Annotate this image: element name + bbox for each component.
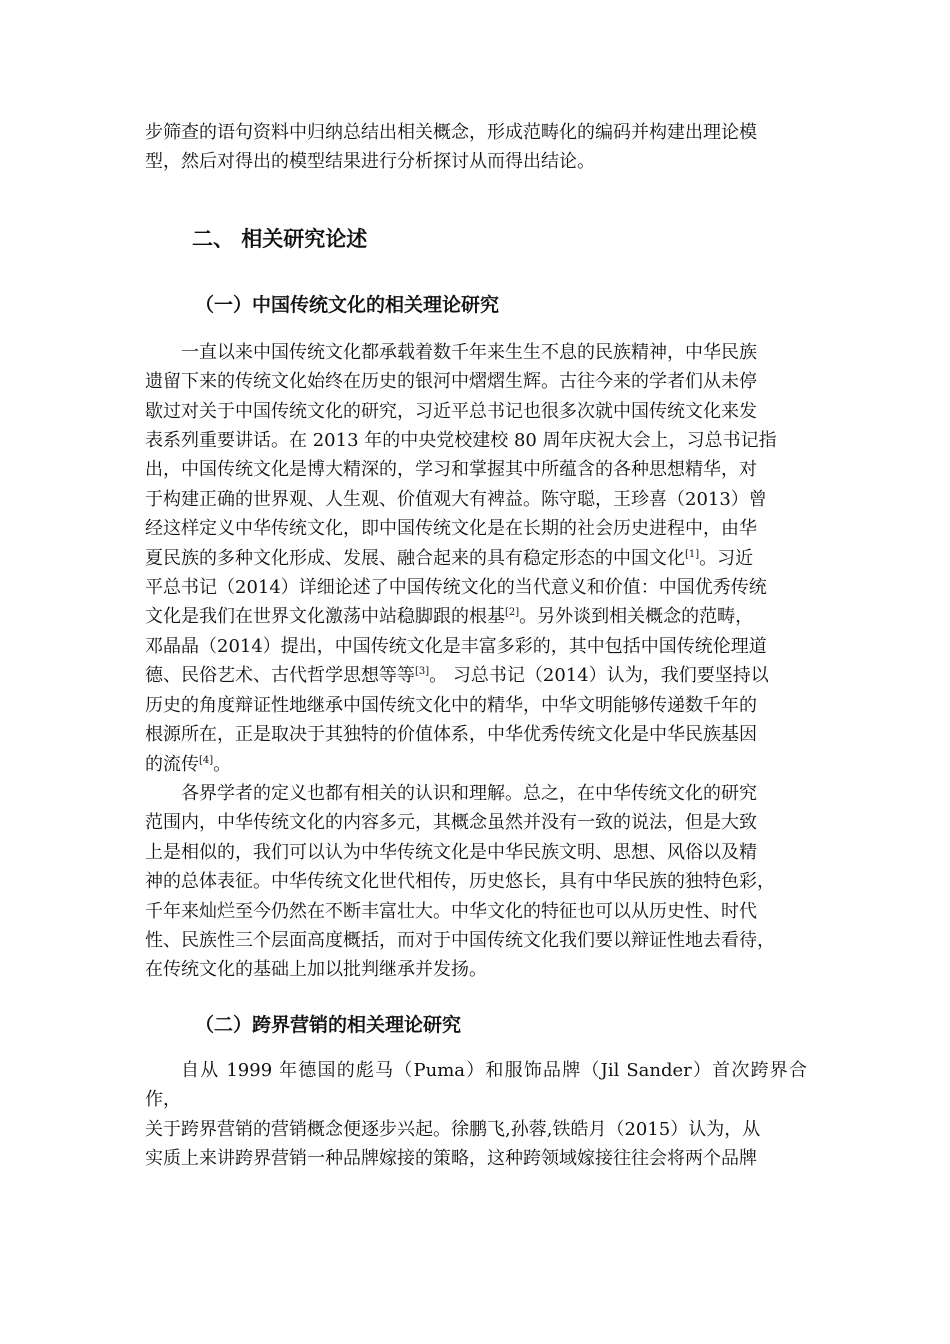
document-page: [145, 118, 807, 1173]
text-run: 一直以来中国传统文化都承载着数千年来生生不息的民族精神，中华民族 遗留下来的传统文化始终在历史的银河中熠熠生辉。古往今来的学者们从未停 歇过对关于中国传统文化的研究，习近平总书记也很多次就中国传统文化来发 表系列重要讲话。在 2013 年的中央党校建校 80 周年庆祝大会上，习总书记指 出，中国传统文化是博大精深的，学习和掌握其中所蕴含的各种思想精华，对 于构建正确的世界观、人生观、价值观大有裨益。陈守聪，王珍喜（2013）曾 经这样定义中华传统文化，即中国传统文化是在长期的社会历史进程中，由华 夏民族的多种文化形成、发展、融合起来的具有稳定形态的中国文化: [145, 341, 777, 569]
citation-3: [3]: [415, 666, 430, 678]
text-run: 。 习总书记（2014）认为，我们要坚持以 历史的角度辩证性地继承中国传统文化中的精华，中华文明能够传递数千年的 根源所在，正是取决于其独特的价值体系，中华优秀传统文化是中华民族基因 的流传: [145, 665, 769, 775]
text-run: 。另外谈到相关概念的范畴， 邓晶晶（2014）提出，中国传统文化是丰富多彩的，其中包括中国传统伦理道 德、民俗艺术、古代哲学思想等等: [145, 606, 767, 687]
paragraph-traditional-culture-1: [145, 338, 807, 779]
paragraph-crossover-marketing-1: 自从 1999 年德国的彪马（Puma）和服饰品牌（Jil Sander）首次跨界合作， 关于跨界营销的营销概念便逐步兴起。徐鹏飞,孙蓉,铁皓月（2015）认为，从 实质上来讲跨界营销一种品牌嫁接的策略，这种跨领域嫁接往往会将两个品牌: [145, 1059, 807, 1169]
section-heading-related-research: 二、 相关研究论述: [192, 226, 368, 251]
subsection-heading-crossover-marketing: （二）跨界营销的相关理论研究: [195, 1013, 462, 1036]
citation-2: [2]: [505, 607, 520, 619]
text-run: 。习近 平总书记（2014）详细论述了中国传统文化的当代意义和价值：中国优秀传统 文化是我们在世界文化激荡中站稳脚跟的根基: [145, 547, 767, 628]
citation-1: [1]: [685, 548, 700, 560]
paragraph-traditional-culture-2: 各界学者的定义也都有相关的认识和理解。总之，在中华传统文化的研究 范围内，中华传统文化的内容多元，其概念虽然并没有一致的说法，但是大致 上是相似的，我们可以认为中华传统文化是中华民族文明、思想、风俗以及精 神的总体表征。中华传统文化世代相传，历史悠长，具有中华民族的独特色彩， 千年来灿烂至今仍然在不断丰富壮大。中华文化的特征也可以从历史性、时代 性、民族性三个层面高度概括，而对于中国传统文化我们要以辩证性地去看待， 在传统文化的基础上加以批判继承并发扬。: [145, 782, 775, 981]
text-run: 。: [213, 753, 232, 775]
citation-4: [4]: [199, 754, 214, 766]
subsection-heading-traditional-culture: （一）中国传统文化的相关理论研究: [195, 293, 500, 316]
intro-paragraph: 步筛查的语句资料中归纳总结出相关概念，形成范畴化的编码并构建出理论模 型，然后对得出的模型结果进行分析探讨从而得出结论。: [145, 122, 757, 173]
